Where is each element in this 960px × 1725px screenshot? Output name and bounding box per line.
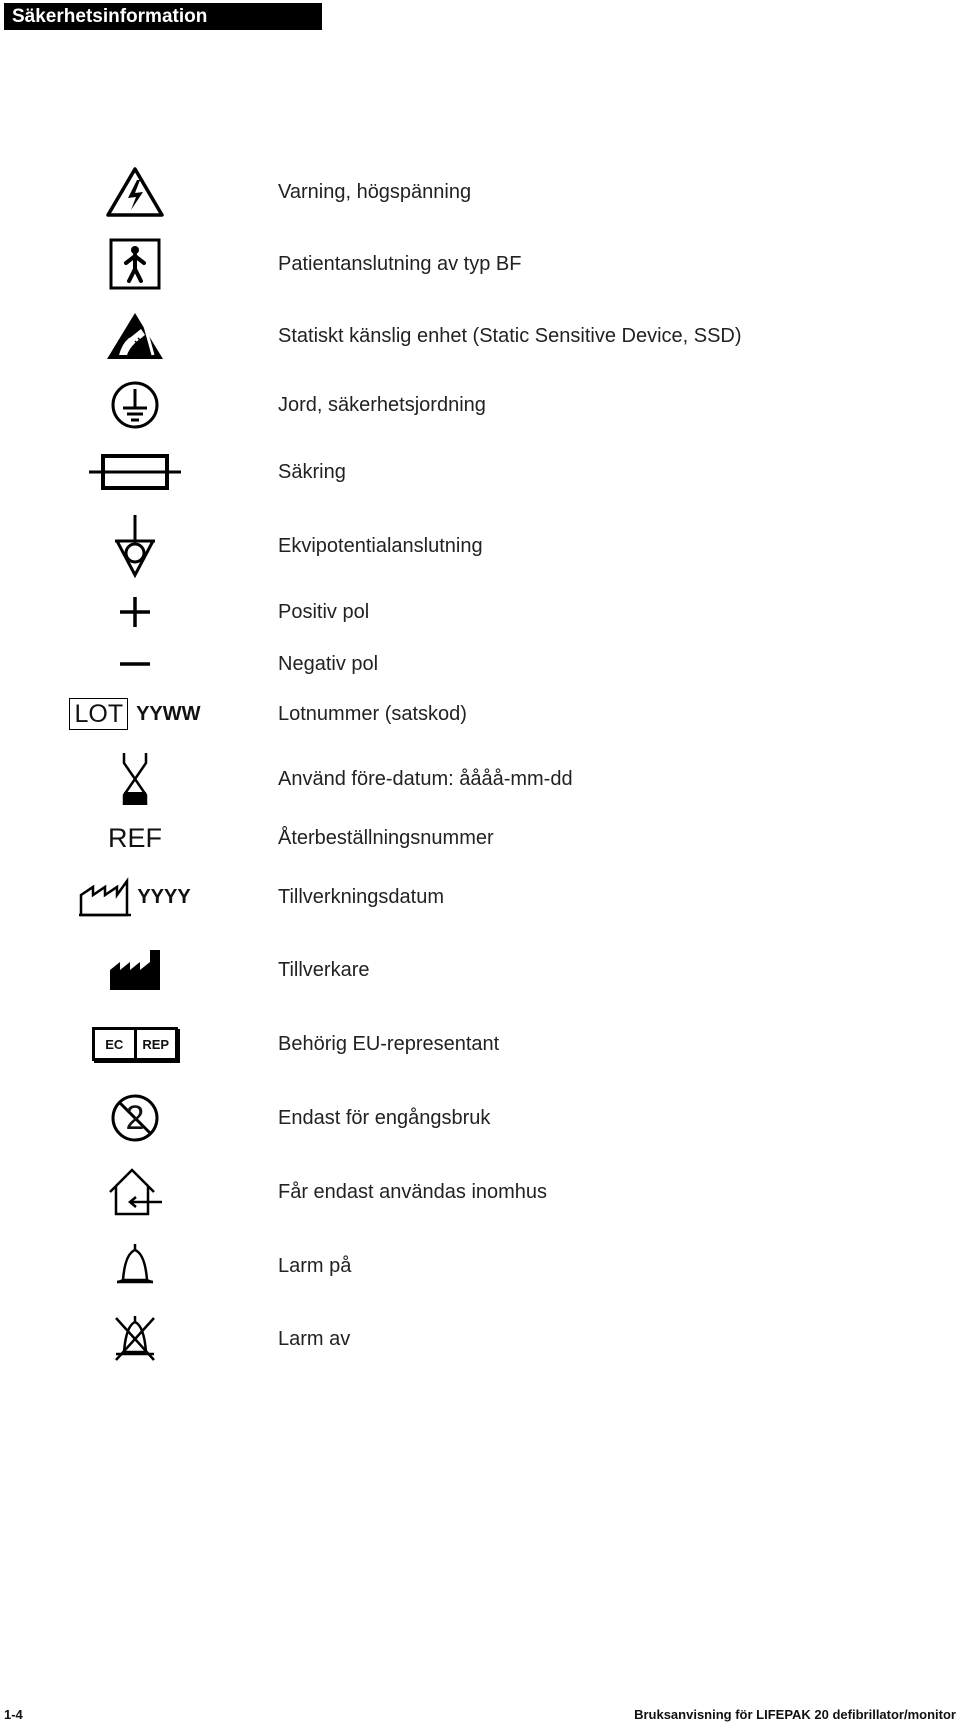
ec-rep-icon bbox=[40, 1014, 230, 1074]
section-title: Säkerhetsinformation bbox=[4, 3, 322, 30]
symbol-label: Säkring bbox=[278, 461, 346, 483]
indoor-use-icon bbox=[40, 1162, 230, 1222]
symbol-label: Tillverkare bbox=[278, 959, 370, 981]
protective-earth-icon bbox=[40, 375, 230, 435]
symbol-row bbox=[0, 808, 960, 868]
symbol-row bbox=[0, 162, 960, 222]
symbol-row bbox=[0, 1309, 960, 1369]
fuse-icon bbox=[40, 442, 230, 502]
single-use-number: 2 bbox=[125, 1099, 145, 1137]
ref-text: REF bbox=[108, 822, 162, 853]
symbol-label: Får endast användas inomhus bbox=[278, 1181, 548, 1203]
symbol-label: Patientanslutning av typ BF bbox=[278, 253, 522, 275]
lot-code-text: YYWW bbox=[136, 702, 201, 725]
manufacturer-icon bbox=[40, 940, 230, 1000]
symbol-row bbox=[0, 516, 960, 576]
symbol-row bbox=[0, 940, 960, 1000]
symbol-row bbox=[0, 684, 960, 744]
alarm-off-icon bbox=[40, 1309, 230, 1369]
symbol-label: Lotnummer (satskod) bbox=[278, 703, 467, 725]
symbol-label: Positiv pol bbox=[278, 601, 370, 623]
symbol-label: Använd före-datum: åååå-mm-dd bbox=[278, 768, 573, 790]
symbol-label: Jord, säkerhetsjordning bbox=[278, 394, 486, 416]
symbol-label: Återbeställningsnummer bbox=[278, 827, 494, 849]
symbol-row bbox=[0, 1162, 960, 1222]
symbol-row bbox=[0, 582, 960, 642]
type-bf-patient-icon bbox=[40, 234, 230, 294]
symbol-label: Ekvipotentialanslutning bbox=[278, 535, 483, 557]
hourglass-icon bbox=[40, 749, 230, 809]
symbol-row bbox=[0, 375, 960, 435]
ec-text: EC bbox=[95, 1030, 137, 1058]
lot-box-text: LOT bbox=[69, 698, 128, 730]
symbol-label: Negativ pol bbox=[278, 653, 379, 675]
symbol-label: Statiskt känslig enhet (Static Sensitive Device, SSD) bbox=[278, 325, 742, 347]
alarm-on-icon bbox=[40, 1236, 230, 1296]
symbol-row bbox=[0, 749, 960, 809]
manufacture-year-text: YYYY bbox=[137, 885, 191, 908]
ref-icon bbox=[40, 808, 230, 868]
symbol-label: Behörig EU-representant bbox=[278, 1033, 500, 1055]
symbol-label: Varning, högspänning bbox=[278, 181, 472, 203]
single-use-icon bbox=[40, 1088, 230, 1148]
symbol-label: Larm på bbox=[278, 1255, 352, 1277]
symbol-row bbox=[0, 1014, 960, 1074]
static-sensitive-device-icon bbox=[40, 306, 230, 366]
manufacture-date-icon bbox=[40, 867, 230, 927]
document-title: Bruksanvisning för LIFEPAK 20 defibrillator/monitor bbox=[634, 1707, 956, 1722]
high-voltage-warning-icon bbox=[40, 162, 230, 222]
symbol-row bbox=[0, 234, 960, 294]
lot-number-icon bbox=[40, 684, 230, 744]
symbol-row bbox=[0, 1088, 960, 1148]
symbol-row bbox=[0, 867, 960, 927]
plus-icon bbox=[40, 582, 230, 642]
page-number: 1-4 bbox=[4, 1707, 23, 1722]
equipotential-icon bbox=[40, 516, 230, 576]
symbol-label: Endast för engångsbruk bbox=[278, 1107, 491, 1129]
rep-text: REP bbox=[142, 1036, 170, 1052]
symbol-row bbox=[0, 306, 960, 366]
symbol-label: Tillverkningsdatum bbox=[278, 886, 444, 908]
symbol-row bbox=[0, 1236, 960, 1296]
symbol-row bbox=[0, 442, 960, 502]
symbol-label: Larm av bbox=[278, 1328, 351, 1350]
